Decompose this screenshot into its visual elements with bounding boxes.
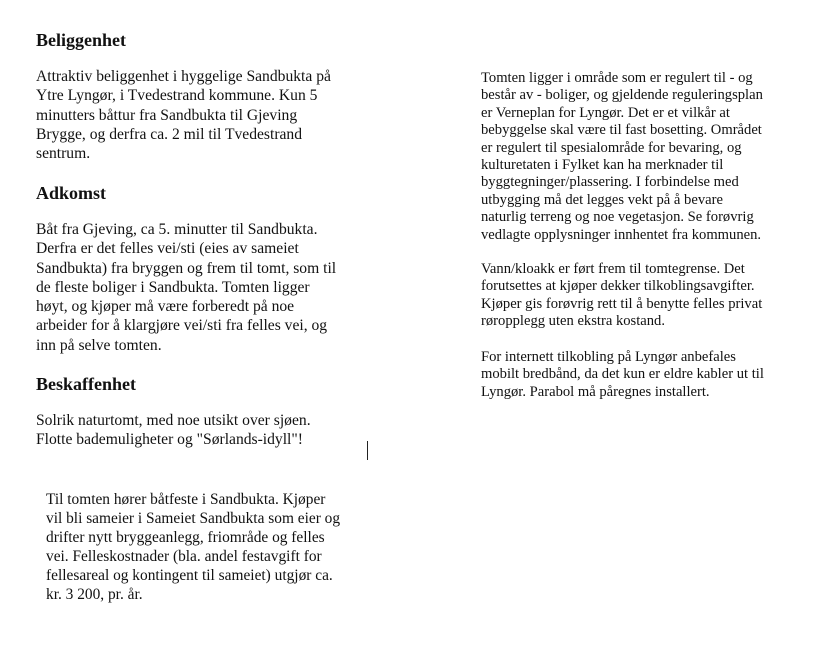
text-line: minutters båttur fra Sandbukta til Gjeving: [36, 106, 298, 124]
heading-adkomst: Adkomst: [36, 183, 107, 203]
text-line: Lyngør. Parabol må påregnes installert.: [481, 383, 710, 400]
paragraph-adkomst: [36, 220, 336, 355]
text-line: Til tomten hører båtfeste i Sandbukta. Kjøper: [46, 491, 326, 508]
text-line: består av - boliger, og gjeldende reguleringsplan: [481, 87, 763, 104]
text-line: arbeider for å klargjøre vei/sti fra felles vei, og: [36, 317, 328, 335]
text-line: For internett tilkobling på Lyngør anbefales: [481, 349, 736, 365]
text-line: kulturetaten i Fylket kan ha merknader til: [481, 157, 724, 174]
paragraph-beskaffenhet: [36, 411, 311, 450]
heading-beskaffenhet: Beskaffenhet: [36, 374, 136, 394]
text-line: naturlig terreng og noe vegetasjon. Se forøvrig: [481, 209, 754, 226]
text-line: vedlagte opplysninger innhentet fra kommunen.: [481, 226, 762, 243]
text-line: vil bli sameier i Sameiet Sandbukta som eier og: [46, 510, 341, 528]
text-line: Båt fra Gjeving, ca 5. minutter til Sandbukta.: [36, 221, 318, 238]
text-line: høyt, og kjøper må være forberedt på noe: [36, 298, 295, 316]
text-line: Ytre Lyngør, i Tvedestrand kommune. Kun 5: [36, 87, 318, 105]
text-line: sentrum.: [36, 145, 91, 163]
text-line: er Verneplan for Lyngør. Det er et vilkår at: [481, 104, 730, 121]
text-line: fellesareal og kontingent til sameiet) utgjør ca.: [46, 567, 333, 585]
text-line: vei. Felleskostnader (bla. andel festavgift for: [46, 548, 322, 566]
text-cursor-mark: [367, 441, 368, 460]
text-line: Derfra er det felles vei/sti (eies av sameiet: [36, 240, 299, 258]
text-line: Solrik naturtomt, med noe utsikt over sjøen.: [36, 412, 311, 429]
heading-beliggenhet: Beliggenhet: [36, 30, 126, 50]
text-line: mobilt bredbånd, da det kun er eldre kabler ut til: [481, 366, 764, 383]
text-line: Kjøper gis forøvrig rett til å benytte felles privat: [481, 295, 763, 312]
text-line: Attraktiv beliggenhet i hyggelige Sandbukta på: [36, 68, 331, 85]
paragraph-internett: [481, 349, 764, 401]
text-line: Brygge, og derfra ca. 2 mil til Tvedestrand: [36, 125, 303, 143]
paragraph-regulering: [481, 70, 763, 244]
text-line: er regulert til spesialområde for bevaring, og: [481, 139, 742, 156]
text-line: Sandbukta) fra bryggen og frem til tomt, som til: [36, 259, 337, 277]
text-line: inn på selve tomten.: [36, 336, 162, 354]
text-line: utbygging må det legges vekt på å bevare: [481, 191, 723, 208]
text-line: drifter nytt bryggeanlegg, friområde og felles: [46, 529, 325, 547]
text-line: røropplegg uten ekstra kostand.: [481, 313, 665, 330]
text-line: byggtegninger/plassering. I forbindelse med: [481, 174, 739, 191]
text-line: bebyggelse skal være til fast bosetting. Området: [481, 122, 762, 139]
text-line: de fleste boliger i Sandbukta. Tomten ligger: [36, 278, 310, 296]
text-line: kr. 3 200, pr. år.: [46, 586, 143, 604]
paragraph-beliggenhet: [36, 67, 331, 163]
paragraph-batfeste: [46, 490, 340, 605]
paragraph-vann-kloakk: [481, 261, 762, 331]
text-line: Flotte bademuligheter og "Sørlands-idyll"!: [36, 431, 303, 449]
text-line: forutsettes at kjøper dekker tilkoblingsavgifter.: [481, 278, 755, 295]
text-line: Vann/kloakk er ført frem til tomtegrense. Det: [481, 261, 745, 277]
text-line: Tomten ligger i område som er regulert til - og: [481, 70, 753, 86]
